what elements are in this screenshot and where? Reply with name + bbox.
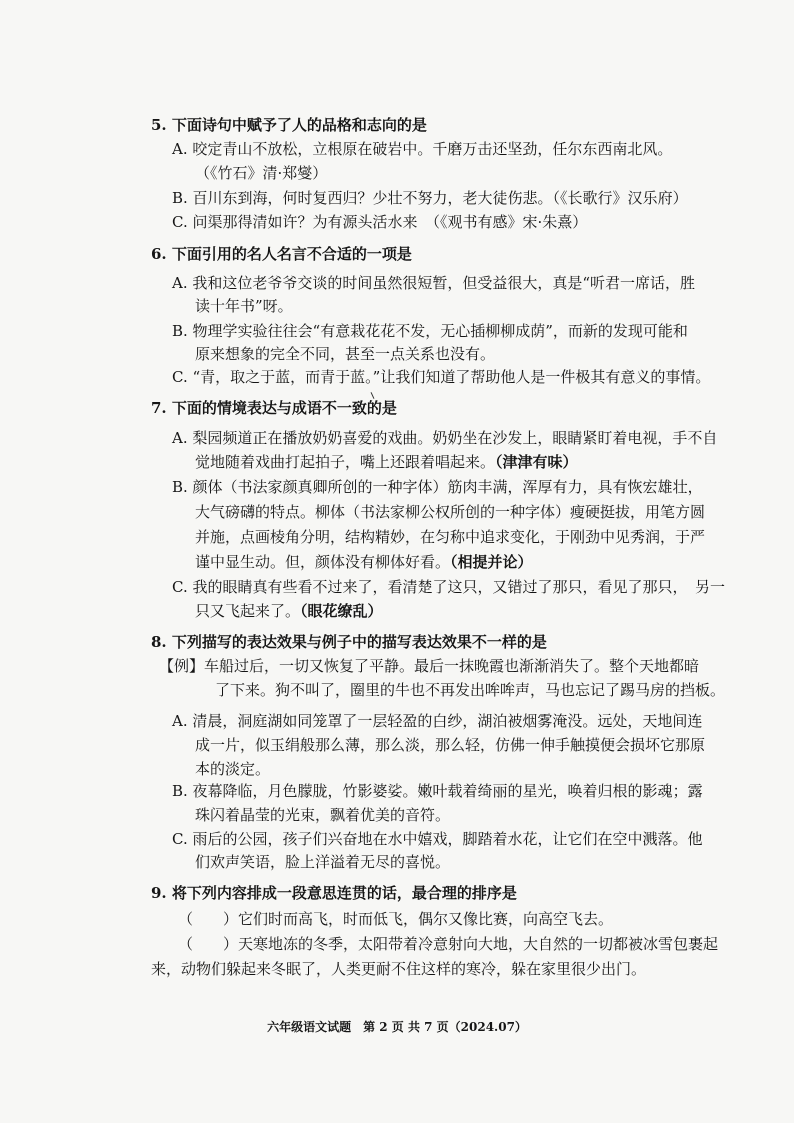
question-7-option-b-cont1: 大气磅礴的特点。柳体（书法家柳公权所创的一种字体）瘦硬挺拔，用笔方圆 bbox=[195, 503, 706, 521]
question-6-option-a-cont: 读十年书”呀。 bbox=[195, 297, 293, 315]
question-5-option-a-source: （《竹石》清·郑燮） bbox=[195, 164, 328, 182]
question-8-example-cont: 了下来。狗不叫了，圈里的牛也不再发出哞哞声，马也忘记了踢马房的挡板。 bbox=[215, 681, 726, 699]
question-7-option-a bbox=[172, 428, 717, 448]
question-8-example: 【例】车船过后，一切又恢复了平静。最后一抹晚霞也渐渐消失了。整个天地都暗 bbox=[159, 657, 700, 675]
question-8-option-c: C. 雨后的公园，孩子们兴奋地在水中嬉戏，脚踏着水花，让它们在空中溅落。他 bbox=[172, 830, 703, 848]
question-7-option-b: B. 颜体（书法家颜真卿所创的一种字体）筋肉丰满，浑厚有力，具有恢宏雄壮， bbox=[172, 478, 703, 496]
question-7-stem: 7. 下面的情境表达与成语不一致的是 bbox=[151, 399, 397, 417]
question-5-option-c: C. 问渠那得清如许？为有源头活水来 （《观书有感》宋·朱熹） bbox=[172, 213, 588, 231]
question-8-option-b: B. 夜幕降临，月色朦胧，竹影婆娑。嫩叶载着绮丽的星光，唤着归根的影魂；露 bbox=[172, 782, 703, 800]
question-7-option-c: C. 我的眼睛真有些看不过来了，看清楚了这只，又错过了那只，看见了那只， 另一 bbox=[172, 578, 725, 596]
page-footer: 六年级语文试题 第 2 页 共 7 页（2024.07） bbox=[267, 1020, 527, 1034]
question-8-option-a-cont1: 成一片，似玉绢般那么薄，那么淡，那么轻，仿佛一伸手触摸便会损坏它那原 bbox=[195, 736, 706, 754]
question-9-item-2: （ ）天寒地冻的冬季，太阳带着冷意射向大地，大自然的一切都被冰雪包裹起 bbox=[178, 935, 719, 953]
question-8-option-c-cont: 们欢声笑语，脸上洋溢着无尽的喜悦。 bbox=[195, 853, 451, 871]
question-6-option-c: C. “青，取之于蓝，而青于蓝。”让我们知道了帮助他人是一件极其有意义的事情。 bbox=[172, 368, 711, 386]
question-5-stem: 5. 下面诗句中赋予了人的品格和志向的是 bbox=[151, 116, 427, 134]
question-7-option-b-cont2: 并施，点画棱角分明，结构精妙，在匀称中追求变化，于刚劲中见秀润，于严 bbox=[195, 528, 706, 546]
question-7-option-b-idiom: （相提并论） bbox=[450, 553, 533, 571]
question-7-option-a-cont bbox=[195, 452, 578, 472]
question-9-stem: 9. 将下列内容排成一段意思连贯的话，最合理的排序是 bbox=[151, 884, 517, 902]
question-8-option-a-cont2: 本的淡定。 bbox=[195, 760, 271, 778]
question-8-option-a: A. 清晨，洞庭湖如同笼罩了一层轻盈的白纱，湖泊被烟雾淹没。远处，天地间连 bbox=[172, 712, 703, 730]
question-8-stem: 8. 下列描写的表达效果与例子中的描写表达效果不一样的是 bbox=[151, 633, 547, 651]
question-7-option-a-text2: 觉地随着戏曲打起拍子，嘴上还跟着唱起来。 bbox=[195, 453, 496, 471]
question-9-item-1: （ ）它们时而高飞，时而低飞，偶尔又像比赛，向高空飞去。 bbox=[178, 910, 614, 928]
question-6-option-b: B. 物理学实验往往会“有意栽花花不发，无心插柳柳成荫”，而新的发现可能和 bbox=[172, 322, 688, 340]
question-7-option-b-text: 谨中显生动。但，颜体没有柳体好看。 bbox=[195, 553, 451, 571]
question-7-option-a-idiom: （津津有味） bbox=[495, 453, 578, 471]
question-9-item-2-cont: 来，动物们躲起来冬眠了，人类更耐不住这样的寒冷，躲在家里很少出门。 bbox=[151, 960, 647, 978]
question-6-option-b-cont: 原来想象的完全不同，甚至一点关系也没有。 bbox=[195, 345, 496, 363]
question-7-option-b-cont3 bbox=[195, 552, 533, 572]
question-7-option-c-text: 只又飞起来了。 bbox=[195, 602, 301, 620]
question-5-option-a: A. 咬定青山不放松，立根原在破岩中。千磨万击还坚劲，任尔东西南北风。 bbox=[172, 140, 673, 158]
question-7-option-c-cont bbox=[195, 601, 383, 621]
question-7-option-c-idiom: （眼花缭乱） bbox=[300, 602, 383, 620]
question-8-option-b-cont: 珠闪着晶莹的光束，飘着优美的音符。 bbox=[195, 806, 451, 824]
question-6-option-a: A. 我和这位老爷爷交谈的时间虽然很短暂，但受益很大，真是“听君一席话，胜 bbox=[172, 274, 696, 292]
question-7-option-a-text: A. 梨园频道正在播放奶奶喜爱的戏曲。奶奶坐在沙发上，眼睛紧盯着电视，手不自 bbox=[172, 429, 718, 447]
question-5-option-b: B. 百川东到海，何时复西归？少壮不努力，老大徒伤悲。（《长歌行》汉乐府） bbox=[172, 189, 688, 207]
question-6-stem: 6. 下面引用的名人名言不合适的一项是 bbox=[151, 245, 412, 263]
